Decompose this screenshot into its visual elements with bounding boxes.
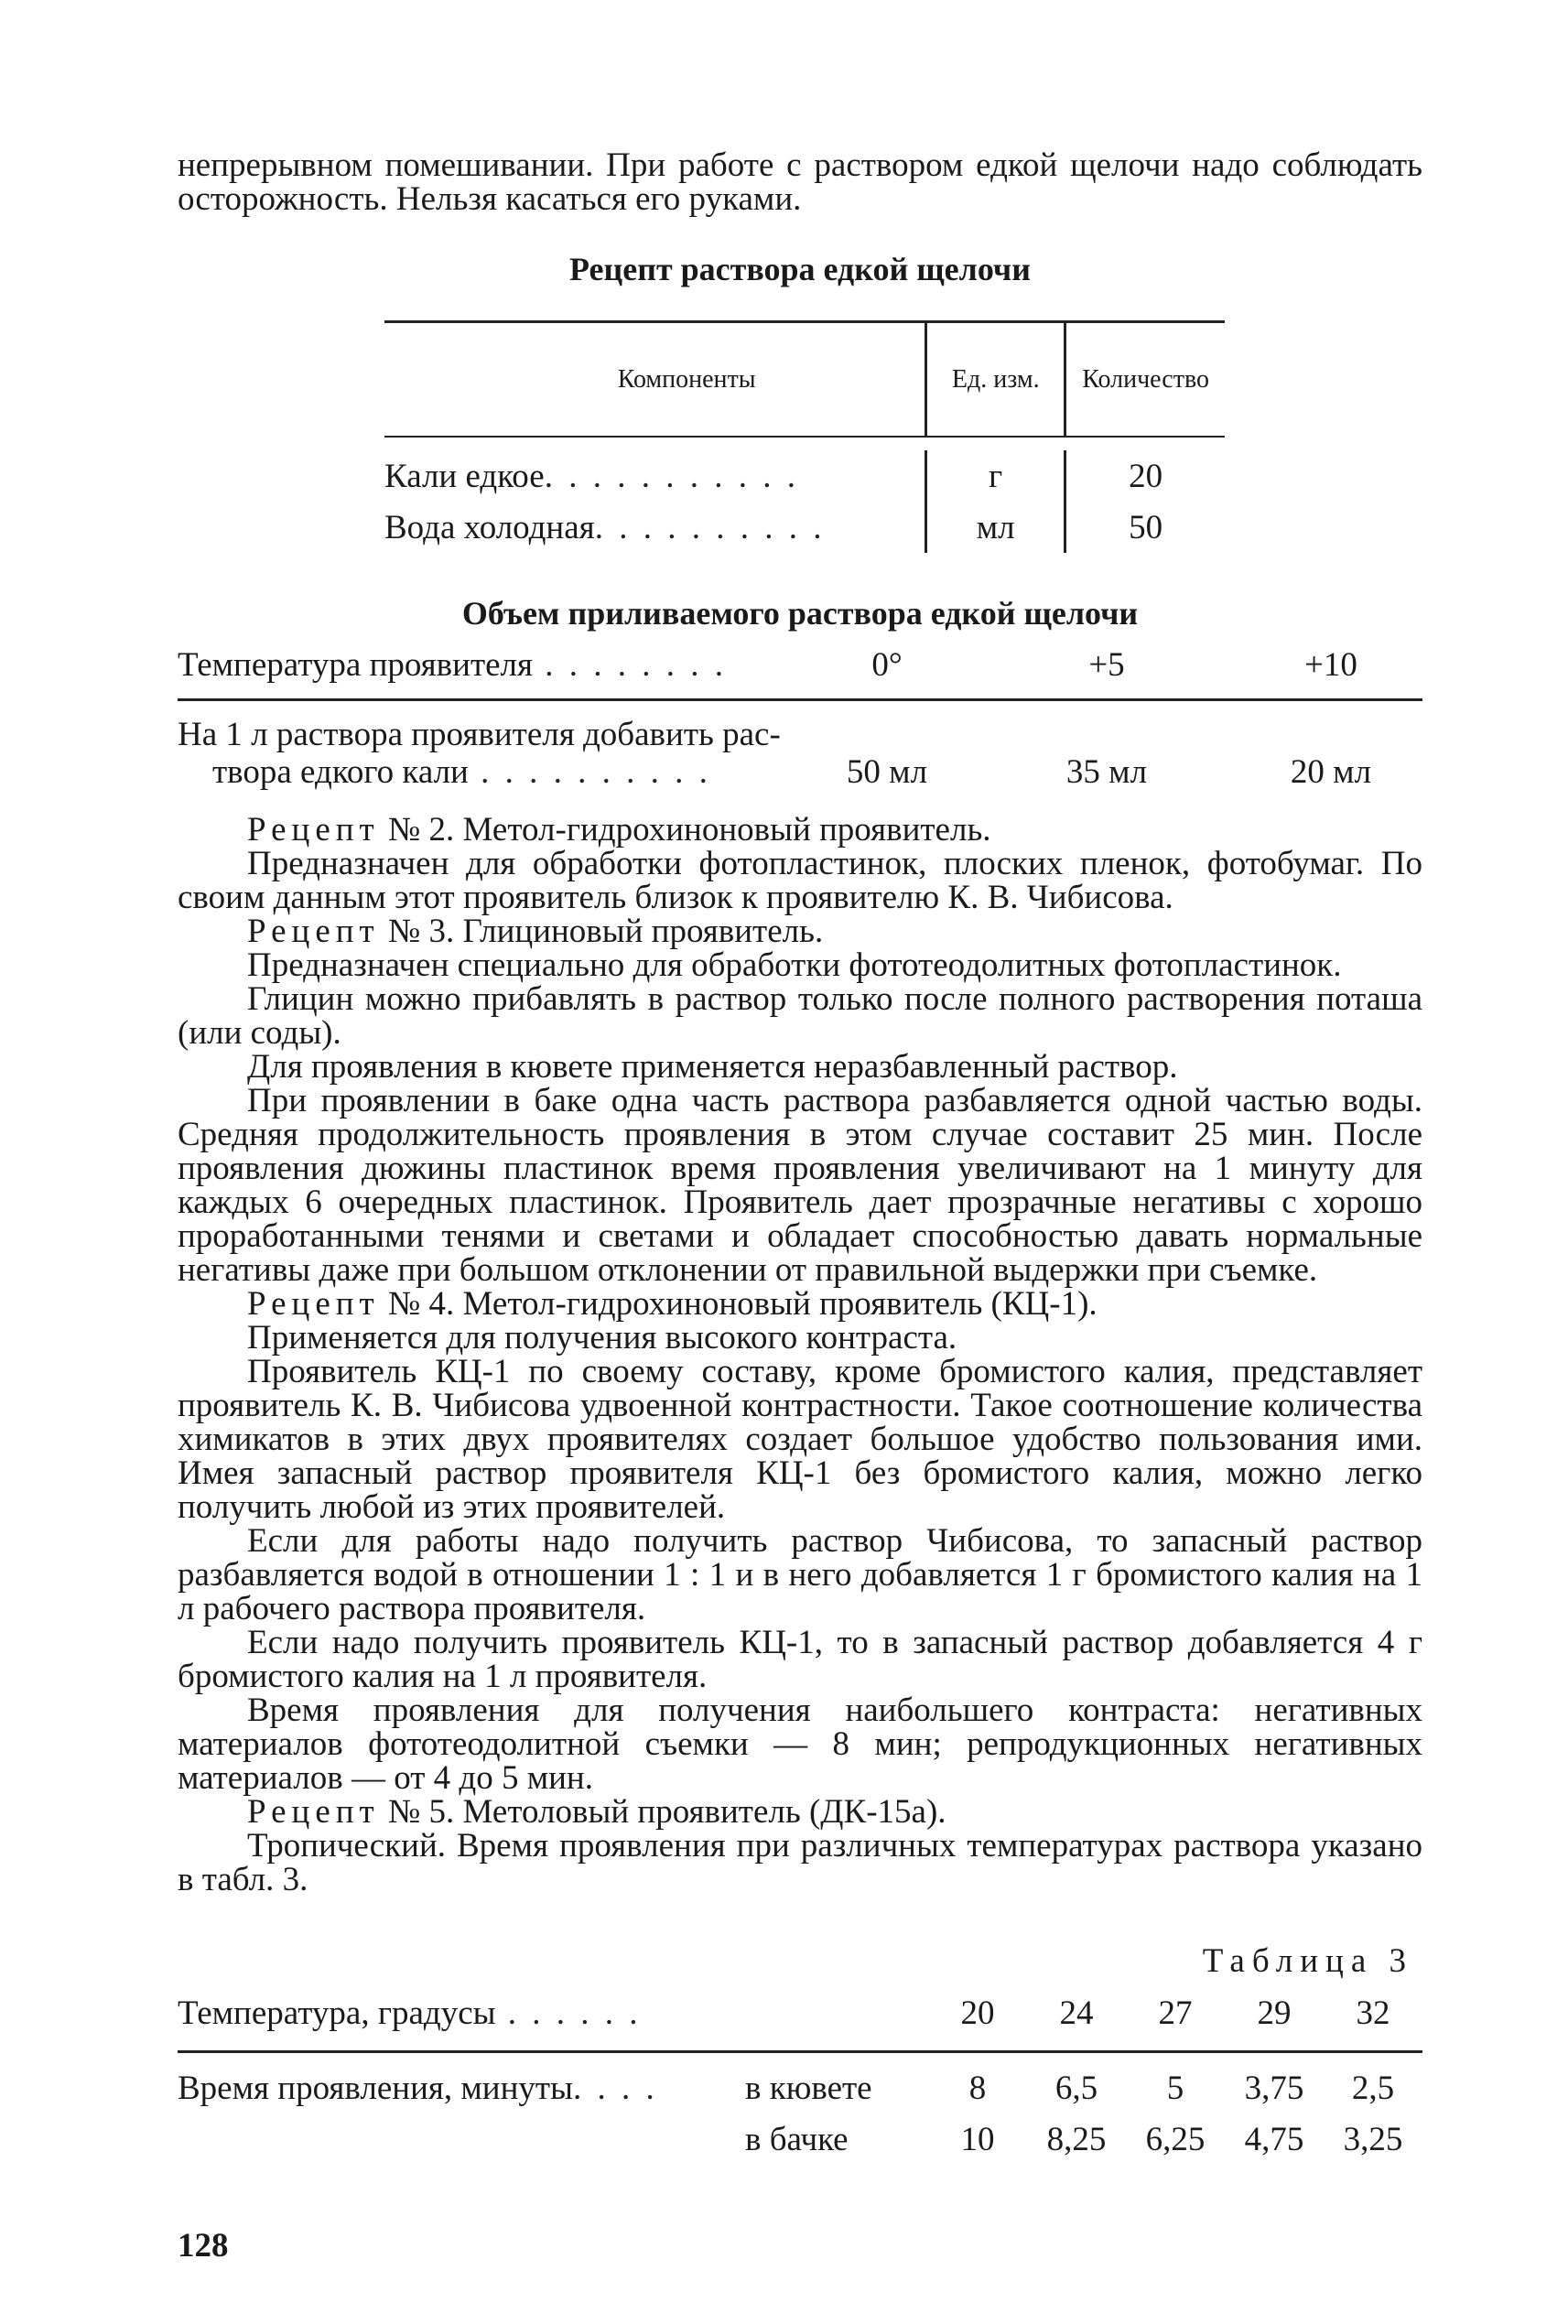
recipe-table-header bbox=[384, 323, 1225, 436]
recipe-table-body bbox=[384, 436, 1225, 569]
glycin-paragraph: Глицин можно прибавлять в раствор только после полного растворения поташа (или соды). bbox=[178, 980, 1422, 1052]
recipe-5-heading: Рецепт № 5. Метоловый проявитель (ДК-15а). bbox=[247, 1793, 946, 1831]
t3-cuvette: 6,5 bbox=[1054, 2070, 1098, 2107]
t3-tank: 10 bbox=[960, 2121, 995, 2158]
temp-label: Температура проявителя . . . . . . . . bbox=[178, 646, 728, 684]
t3-cuvette: 5 bbox=[1166, 2070, 1184, 2107]
recipe-table bbox=[384, 320, 1225, 569]
add-label-2: твора едкого кали . . . . . . . . . . bbox=[212, 753, 711, 791]
volume-table bbox=[178, 648, 1422, 789]
temp-value: 0° bbox=[871, 646, 903, 684]
t3-tank: 3,25 bbox=[1343, 2121, 1403, 2158]
header-unit: Ед. изм. bbox=[925, 323, 1064, 436]
volume-value: 20 мл bbox=[1290, 753, 1372, 791]
chibisov-paragraph: Если для работы надо получить раствор Чибисова, то запасный раствор разбавляется водой в отношении 1 : 1 и в него добавляется 1 г бромистого калия на 1 л рабочего раствора проявителя. bbox=[178, 1522, 1422, 1627]
row-unit: г bbox=[925, 450, 1064, 502]
t3-cuvette: 3,75 bbox=[1244, 2070, 1304, 2107]
recipe-2-description: Предназначен для обработки фотопластинок, плоских пленок, фотобумаг. По своим данным этот проявитель близок к проявителю К. В. Чибисова. bbox=[178, 845, 1422, 916]
recipe-4-heading: Рецепт № 4. Метол-гидрохиноновый проявитель (КЦ-1). bbox=[247, 1285, 1098, 1323]
volume-value: 35 мл bbox=[1065, 753, 1148, 791]
table-row bbox=[384, 450, 1225, 502]
recipe-3-heading: Рецепт № 3. Глициновый проявитель. bbox=[247, 913, 824, 950]
table-row bbox=[178, 2053, 1422, 2123]
volume-value: 50 мл bbox=[846, 753, 928, 791]
table-row bbox=[178, 751, 1422, 789]
temp-value: +5 bbox=[1088, 646, 1125, 684]
t3-tank: 6,25 bbox=[1145, 2121, 1206, 2158]
row-component: Вода холодная . . . . . . . . . . bbox=[384, 508, 826, 546]
tank-paragraph: При проявлении в баке одна часть раствора разбавляется одной частью воды. Средняя продолжительность проявления в этом случае составит 25 мин. После проявления дюжины пластинок время проявления увеличивают на 1 минуту для каждых 6 очередных пластинок. Проявитель дает прозрачные негативы с хорошо проработанными тенями и светами и обладает способностью давать нормальные негативы даже при большом отклонении от правильной выдержки при съемке. bbox=[178, 1082, 1422, 1289]
t3-tank: 4,75 bbox=[1244, 2121, 1304, 2158]
recipe-table-title: Рецепт раствора едкой щелочи bbox=[569, 251, 1031, 287]
t3-cuvette: 2,5 bbox=[1351, 2070, 1395, 2107]
table-row bbox=[178, 2123, 1422, 2174]
t3-time-label: Время проявления, минуты. . . . bbox=[178, 2070, 658, 2107]
cuvette-paragraph: Для проявления в кювете применяется неразбавленный раствор. bbox=[247, 1048, 1178, 1086]
page bbox=[178, 148, 1422, 2263]
t3-cuvette: 8 bbox=[968, 2070, 987, 2107]
table-3-caption: Таблица 3 bbox=[1202, 1942, 1413, 1980]
table-row bbox=[178, 648, 1422, 698]
t3-temp: 29 bbox=[1257, 1994, 1292, 2032]
t3-tank: 8,25 bbox=[1046, 2121, 1107, 2158]
volume-table-title: Объем приливаемого раствора едкой щелочи bbox=[461, 595, 1139, 632]
recipe-2-heading: Рецепт № 2. Метол-гидрохиноновый проявитель. bbox=[247, 811, 991, 849]
row-unit: мл bbox=[925, 502, 1064, 553]
t3-sub-cuvette: в кювете bbox=[745, 2070, 872, 2107]
page-number: 128 bbox=[178, 2227, 229, 2265]
t3-temp: 24 bbox=[1059, 1994, 1094, 2032]
table-row bbox=[384, 502, 1225, 553]
table-3 bbox=[178, 1996, 1422, 2174]
recipe-5-description: Тропический. Время проявления при различных температурах раствора указано в табл. 3. bbox=[178, 1827, 1422, 1898]
t3-temp: 27 bbox=[1158, 1994, 1193, 2032]
intro-paragraph: непрерывном помешивании. При работе с раствором едкой щелочи надо соблюдать осторожность. Нельзя касаться его руками. bbox=[178, 146, 1422, 218]
table-row bbox=[178, 1996, 1422, 2050]
kc1-get-paragraph: Если надо получить проявитель КЦ-1, то в запасный раствор добавляется 4 г бромистого калия на 1 л проявителя. bbox=[178, 1624, 1422, 1695]
row-quantity: 20 bbox=[1064, 450, 1225, 502]
t3-temp: 20 bbox=[960, 1994, 995, 2032]
row-quantity: 50 bbox=[1064, 502, 1225, 553]
header-component: Компоненты bbox=[617, 364, 756, 394]
add-label-1: На 1 л раствора проявителя добавить рас- bbox=[178, 716, 781, 753]
kc1-paragraph: Проявитель КЦ-1 по своему составу, кроме бромистого калия, представляет проявитель К. В. Чибисова удвоенной контрастности. Такое соотношение количества химикатов в этих двух проявителях создает большое удобство пользования ими. Имея запасный раствор проявителя КЦ-1 без бромистого калия, можно легко получить любой из этих проявителей. bbox=[178, 1353, 1422, 1526]
temp-value: +10 bbox=[1304, 646, 1357, 684]
time-paragraph: Время проявления для получения наибольшего контраста: негативных материалов фототеодолитной съемки — 8 мин; репродукционных негативных материалов — от 4 до 5 мин. bbox=[178, 1692, 1422, 1797]
t3-sub-tank: в бачке bbox=[745, 2121, 849, 2158]
t3-temp-label: Температура, градусы . . . . . . bbox=[178, 1994, 642, 2032]
t3-temp: 32 bbox=[1356, 1994, 1390, 2032]
recipe-4-description: Применяется для получения высокого контраста. bbox=[247, 1319, 957, 1357]
row-component: Кали едкое . . . . . . . . . . . bbox=[384, 457, 799, 495]
recipe-3-description: Предназначен специально для обработки фототеодолитных фотопластинок. bbox=[247, 946, 1342, 984]
header-quantity: Количество bbox=[1064, 323, 1225, 436]
